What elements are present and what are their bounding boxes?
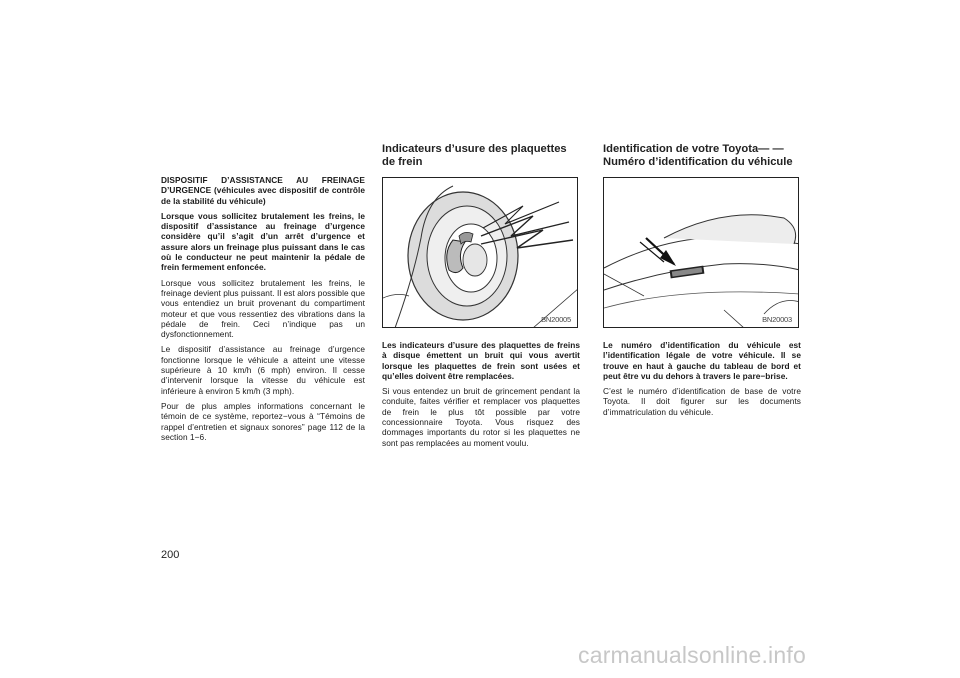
figure-code: BN20003 xyxy=(762,315,792,324)
brake-assist-paragraph-2: Le dispositif d’assistance au freinage d’urgence fonctionne lorsque le véhicule a atteint une vitesse supérieure à 10 km/h (6 mph) environ. Il cesse d’intervenir lorsque la vitesse du véhicule est inférieure à environ 5 km/h (3 mph). xyxy=(161,344,365,396)
brake-pad-figure xyxy=(382,177,578,328)
brake-assist-summary: Lorsque vous sollicitez brutalement les freins, le dispositif d’assistance au freinage d’urgence considère qu’il s’agit d’un arrêt d’urgence et assure alors un freinage plus puissant dans le cas où le conducteur ne peut maintenir la pédale de frein fermement enfoncée. xyxy=(161,210,365,273)
watermark: carmanualsonline.info xyxy=(578,642,806,668)
brake-pad-wear-indicator-illustration-icon xyxy=(383,178,578,328)
vin-plate-location-illustration-icon xyxy=(604,178,799,328)
brake-assist-paragraph-1: Lorsque vous sollicitez brutalement les freins, le freinage devient plus puissant. Il est alors possible que vous entendiez un bruit provenant du compartiment moteur et que vous ressentiez des vibrations dans la pédale de frein. Ceci n’indique pas un dysfonctionnement. xyxy=(161,277,365,340)
page-number: 200 xyxy=(161,549,180,561)
brake-pad-wear-paragraph-1: Si vous entendez un bruit de grincement pendant la conduite, faites vérifier et remplacer vos plaquettes de frein le plus tôt possible par votre concessionnaire Toyota. Vous risquez des dommages importants du rotor si les plaquettes ne sont pas remplacées au moment voulu. xyxy=(382,386,580,448)
brake-pad-wear-heading: Indicateurs d’usure des plaquettes de frein xyxy=(382,143,567,168)
brake-assist-heading: DISPOSITIF D’ASSISTANCE AU FREINAGE D’URGENCE (véhicules avec dispositif de contrôle de la stabilité du véhicule) xyxy=(161,175,365,206)
vin-paragraph-1: C’est le numéro d’identification de base de votre Toyota. Il doit figurer sur les documents d’immatriculation du véhicule. xyxy=(603,386,801,417)
column-brake-assist xyxy=(161,175,365,447)
vin-figure xyxy=(603,177,799,328)
brake-pad-wear-summary: Les indicateurs d’usure des plaquettes de freins à disque émettent un bruit qui vous avertit lorsque les plaquettes de frein sont usées et qu’elles doivent être remplacées. xyxy=(382,340,580,381)
brake-assist-paragraph-3: Pour de plus amples informations concernant le témoin de ce système, reportez−vous à “Témoins de rappel d’entretien et signaux sonores” page 112 de la section 1−6. xyxy=(161,400,365,442)
vehicle-identification-heading: Identification de votre Toyota— —Numéro d’identification du véhicule xyxy=(603,143,793,168)
vin-summary: Le numéro d’identification du véhicule est l’identification légale de votre véhicule. Il se trouve en haut à gauche du tableau de bord et peut être vu du dehors à travers le pare−brise. xyxy=(603,340,801,381)
figure-code: BN20005 xyxy=(541,315,571,324)
